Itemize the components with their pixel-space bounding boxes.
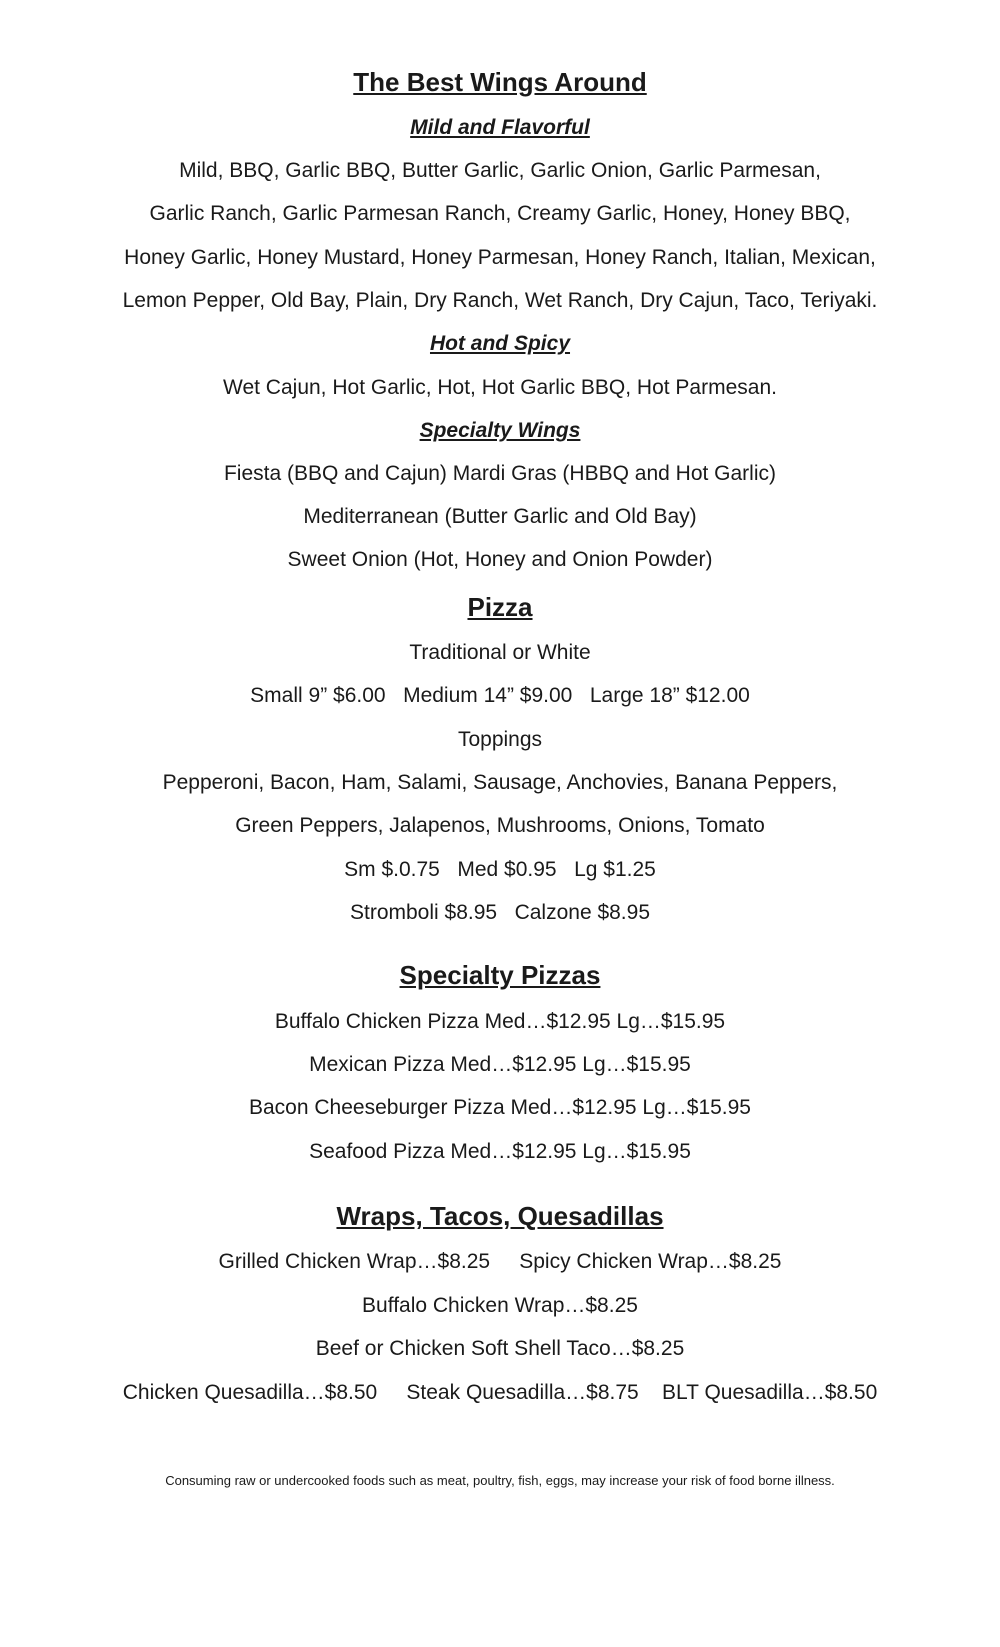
mild-line-4: Lemon Pepper, Old Bay, Plain, Dry Ranch, Wet Ranch, Dry Cajun, Taco, Teriyaki. (122, 289, 878, 312)
pizza-title: Pizza (467, 592, 533, 622)
wraps-line-3: Beef or Chicken Soft Shell Taco…$8.25 (315, 1337, 685, 1360)
stromboli-calzone-line: Stromboli $8.95 Calzone $8.95 (349, 901, 651, 924)
wings-title: The Best Wings Around (353, 67, 647, 97)
specialty-pizza-item: Buffalo Chicken Pizza Med…$12.95 Lg…$15.95 (274, 1010, 726, 1033)
toppings-label: Toppings (457, 728, 543, 751)
mild-line-3: Honey Garlic, Honey Mustard, Honey Parmesan, Honey Ranch, Italian, Mexican, (124, 246, 876, 269)
wraps-title: Wraps, Tacos, Quesadillas (336, 1201, 664, 1231)
wraps-line-2: Buffalo Chicken Wrap…$8.25 (362, 1294, 638, 1317)
specialty-wings-line-3: Sweet Onion (Hot, Honey and Onion Powder) (287, 548, 713, 571)
topping-prices-line: Sm $.0.75 Med $0.95 Lg $1.25 (344, 858, 656, 881)
specialty-pizza-item: Seafood Pizza Med…$12.95 Lg…$15.95 (309, 1140, 691, 1163)
specialty-wings-line-1: Fiesta (BBQ and Cajun) Mardi Gras (HBBQ and Hot Garlic) (223, 462, 776, 485)
specialty-wings-heading: Specialty Wings (419, 419, 581, 442)
specialty-pizzas-title: Specialty Pizzas (399, 960, 601, 990)
hot-heading: Hot and Spicy (429, 332, 571, 355)
pizza-sizes-line: Small 9” $6.00 Medium 14” $9.00 Large 18” $12.00 (250, 684, 750, 707)
pizza-style-line: Traditional or White (409, 641, 591, 664)
hot-line: Wet Cajun, Hot Garlic, Hot, Hot Garlic BBQ, Hot Parmesan. (223, 376, 777, 399)
mild-line-1: Mild, BBQ, Garlic BBQ, Butter Garlic, Garlic Onion, Garlic Parmesan, (179, 159, 821, 182)
food-safety-disclaimer: Consuming raw or undercooked foods such as meat, poultry, fish, eggs, may increase your risk of food borne illness. (165, 1473, 835, 1488)
wraps-line-4: Chicken Quesadilla…$8.50 Steak Quesadilla…$8.75 BLT Quesadilla…$8.50 (122, 1381, 878, 1404)
specialty-pizza-item: Bacon Cheeseburger Pizza Med…$12.95 Lg…$15.95 (249, 1096, 751, 1119)
toppings-line-1: Pepperoni, Bacon, Ham, Salami, Sausage, Anchovies, Banana Peppers, (162, 771, 838, 794)
specialty-wings-line-2: Mediterranean (Butter Garlic and Old Bay) (303, 505, 697, 528)
mild-heading: Mild and Flavorful (410, 116, 590, 139)
wraps-line-1: Grilled Chicken Wrap…$8.25 Spicy Chicken Wrap…$8.25 (218, 1250, 782, 1273)
specialty-pizza-item: Mexican Pizza Med…$12.95 Lg…$15.95 (309, 1053, 691, 1076)
mild-line-2: Garlic Ranch, Garlic Parmesan Ranch, Creamy Garlic, Honey, Honey BBQ, (149, 202, 851, 225)
toppings-line-2: Green Peppers, Jalapenos, Mushrooms, Onions, Tomato (235, 814, 765, 837)
